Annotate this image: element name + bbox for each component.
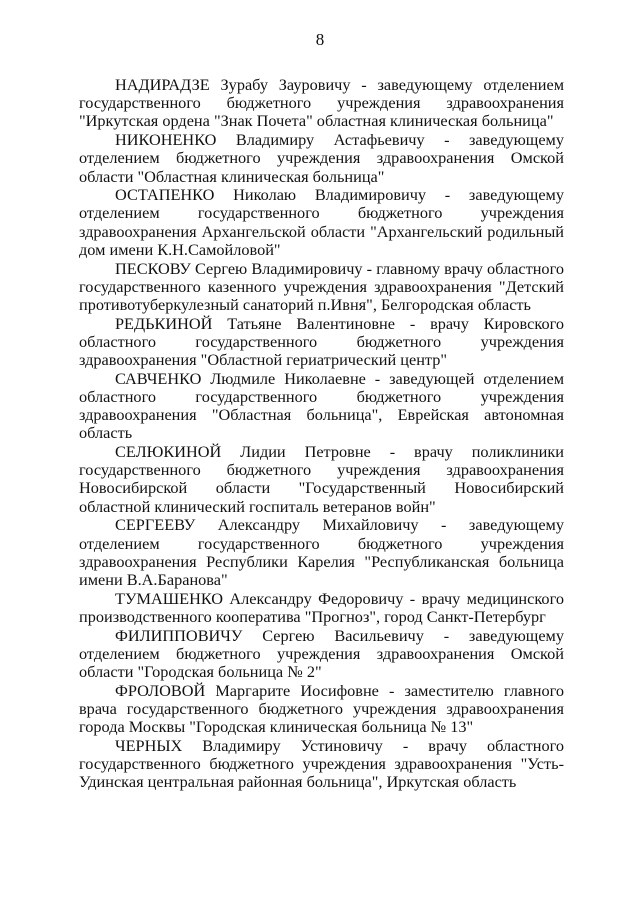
list-item: СЕРГЕЕВУ Александру Михайловичу - заведующему отделением государственного бюджетного учреждения здравоохранения Республики Карелия "Республиканская больница имени В.А.Баранова" — [79, 515, 564, 589]
list-item: ОСТАПЕНКО Николаю Владимировичу - заведующему отделением государственного бюджетного учреждения здравоохранения Архангельской области "Архангельский родильный дом имени К.Н.Самойловой" — [79, 185, 564, 259]
page-number: 8 — [315, 30, 325, 49]
award-list — [79, 76, 564, 791]
list-item: СЕЛЮКИНОЙ Лидии Петровне - врачу поликлиники государственного бюджетного учреждения здравоохранения Новосибирской области "Государственный Новосибирский областной клинический госпиталь ветеранов войн" — [79, 442, 564, 516]
list-item: САВЧЕНКО Людмиле Николаевне - заведующей отделением областного государственного бюджетного учреждения здравоохранения "Областная больница", Еврейская автономная область — [79, 368, 564, 443]
list-item: НАДИРАДЗЕ Зурабу Зауровичу - заведующему отделением государственного бюджетного учреждения здравоохранения "Иркутская ордена "Знак Почета" областная клиническая больница" — [79, 75, 564, 131]
list-item: НИКОНЕНКО Владимиру Астафьевичу - заведующему отделением бюджетного учреждения здравоохранения Омской области "Областная клиническая больница" — [79, 130, 564, 186]
list-item: ФИЛИППОВИЧУ Сергею Васильевичу - заведующему отделением бюджетного учреждения здравоохранения Омской области "Городская больница № 2" — [79, 625, 564, 681]
list-item: ФРОЛОВОЙ Маргарите Иосифовне - заместителю главного врача государственного бюджетного учреждения здравоохранения города Москвы "Городская клиническая больница № 13" — [79, 680, 564, 737]
list-item: ЧЕРНЫХ Владимиру Устиновичу - врачу областного государственного бюджетного учреждения здравоохранения "Усть-Удинская центральная районная больница", Иркутская область — [79, 735, 564, 792]
list-item: РЕДЬКИНОЙ Татьяне Валентиновне - врачу Кировского областного государственного бюджетного учреждения здравоохранения "Областной гериатрический центр" — [79, 313, 564, 370]
list-item: ПЕСКОВУ Сергею Владимировичу - главному врачу областного государственного казенного учреждения здравоохранения "Детский противотуберкулезный санаторий п.Ивня", Белгородская область — [79, 258, 564, 314]
list-item: ТУМАШЕНКО Александру Федоровичу - врачу медицинского производственного кооператива "Прогноз", город Санкт-Петербург — [79, 588, 564, 626]
